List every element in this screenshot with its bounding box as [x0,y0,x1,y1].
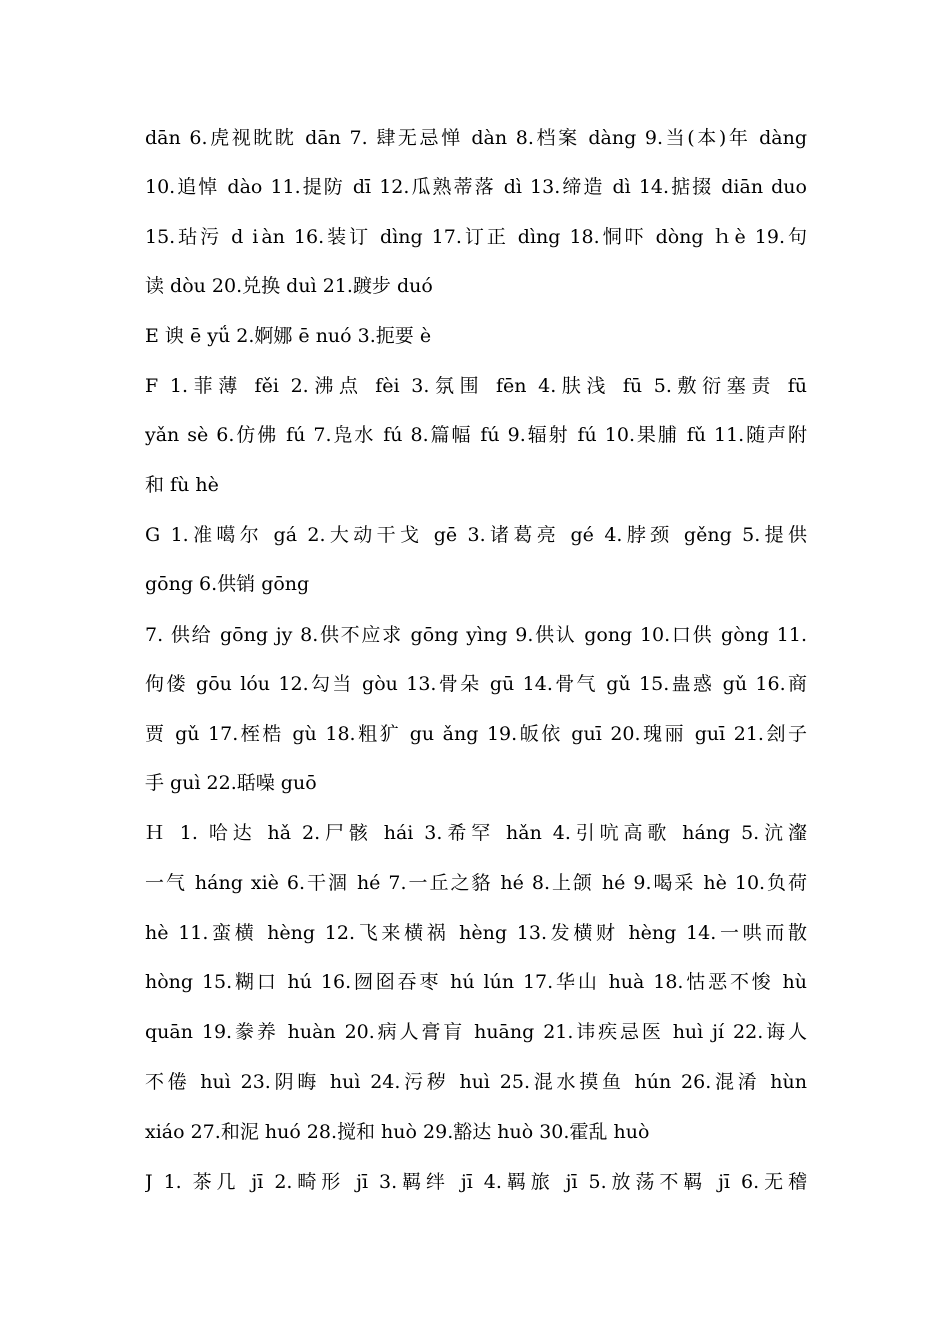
section-f-line-2: yǎn sè 6.仿佛 fú 7.凫水 fú 8.篇幅 fú 9.辐射 fú 10.果脯 fǔ 11.随声附 [145,424,807,446]
section-f-line-1: F 1.菲薄 fěi 2.沸点 fèi 3.氛围 fēn 4.肤浅 fū 5.敷衍塞责 fū [145,375,807,397]
section-h-line-7: xiáo 27.和泥 huó 28.搅和 huò 29.豁达 huò 30.霍乱 huò [145,1121,650,1143]
section-h-line-5: quān 19.豢养 huàn 20.病人膏肓 huāng 21.讳疾忌医 huì jí 22.诲人 [145,1021,807,1043]
section-g-line-3: 7. 供给 gōng jy 8.供不应求 gōng yìng 9.供认 gong 10.口供 gòng 11. [145,624,807,646]
section-g-line-1: G 1.准噶尔 gá 2.大动干戈 gē 3.诸葛亮 gé 4.脖颈 gěng 5.提供 [145,524,807,546]
text-line-3: 15.玷污 d ⅰàn 16.装订 dìng 17.订正 dìng 18.恫吓 dòng ｈè 19.句 [145,226,807,248]
section-h-line-2: 一气 háng xiè 6.干涸 hé 7.一丘之貉 hé 8.上颌 hé 9.喝采 hè 10.负荷 [145,872,807,894]
text-line-1: dān 6.虎视眈眈 dān 7. 肆无忌惮 dàn 8.档案 dàng 9.当(本)年 dàng [145,127,807,149]
section-e-line: E 谀 ē yǘ 2.婀娜 ē nuó 3.扼要 è [145,325,432,347]
text-line-2: 10.追悼 dào 11.提防 dī 12.瓜熟蒂落 dì 13.缔造 dì 14.掂掇 diān duo [145,176,807,198]
section-g-line-6: 手 guì 22.聒噪 guō [145,772,317,794]
section-g-line-2: gōng 6.供销 gōng [145,573,310,595]
section-g-line-5: 贾 gǔ 17.桎梏 gù 18.粗犷 gu ǎng 19.皈依 guī 20.瑰丽 guī 21.刽子 [145,723,807,745]
section-h-line-4: hòng 15.糊口 hú 16.囫囵吞枣 hú lún 17.华山 huà 18.怙恶不悛 hù [145,971,807,993]
section-h-line-1: Ｈ 1. 哈达 hǎ 2.尸骸 hái 3.希罕 hǎn 4.引吭高歌 háng 5.沆瀣 [145,822,807,844]
section-f-line-3: 和 fù hè [145,474,219,496]
section-h-line-6: 不倦 huì 23.阴晦 huì 24.污秽 huì 25.混水摸鱼 hún 26.混淆 hùn [145,1071,807,1093]
section-g-line-4: 佝偻 gōu lóu 12.勾当 gòu 13.骨朵 gū 14.骨气 gǔ 15.蛊惑 gǔ 16.商 [145,673,807,695]
text-line-4: 读 dòu 20.兑换 duì 21.踱步 duó [145,275,433,297]
section-h-line-3: hè 11.蛮横 hèng 12.飞来横祸 hèng 13.发横财 hèng 14.一哄而散 [145,922,807,944]
section-j-line-1: J 1. 茶几 jī 2.畸形 jī 3.羁绊 jī 4.羁旅 jī 5.放荡不羁 jī 6.无稽 [145,1171,807,1193]
